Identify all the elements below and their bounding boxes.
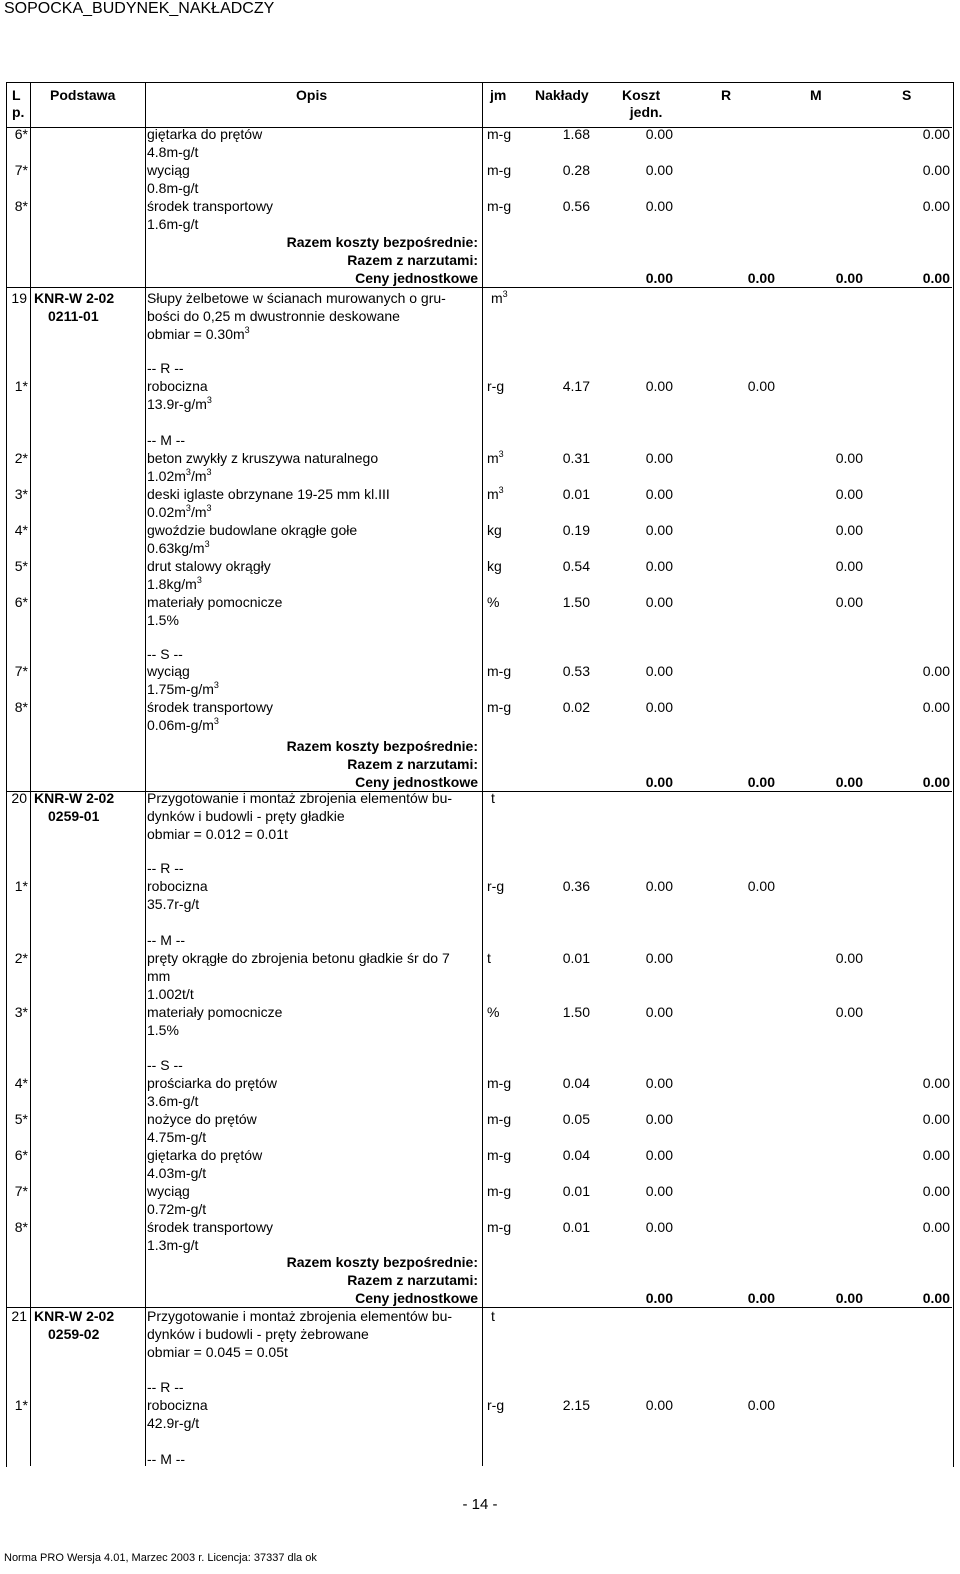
unit-cost: 0.00	[645, 198, 673, 214]
header-s: S	[902, 87, 912, 103]
header-m: M	[810, 87, 822, 103]
razem-koszty-label: Razem koszty bezpośrednie:	[286, 234, 478, 250]
position-description: Przygotowanie i montaż zbrojenia elementów bu-	[147, 1308, 453, 1324]
position-description: dynków i budowli - pręty gładkie	[147, 808, 345, 824]
resource-norm: 42.9r-g/t	[147, 1415, 200, 1431]
cost-value: 0.00	[922, 1111, 950, 1127]
section-m: -- M --	[147, 1451, 186, 1467]
cost-value: 0.00	[835, 450, 863, 466]
unit-cost: 0.00	[645, 522, 673, 538]
header-jm: jm	[490, 87, 507, 103]
row-lp: 4*	[14, 522, 28, 538]
resource-name: wyciąg	[147, 1183, 190, 1199]
quantity: 0.19	[562, 522, 590, 538]
obmiar: obmiar = $0.30m^3$	[147, 325, 250, 342]
resource-name: deski iglaste obrzynane 19-25 mm kl.III	[147, 486, 390, 502]
quantity: 2.15	[562, 1397, 590, 1413]
unit: r-g	[487, 878, 505, 894]
unit-cost: 0.00	[645, 1219, 673, 1235]
unit: m-g	[487, 1075, 512, 1091]
row-lp: 8*	[14, 699, 28, 715]
unit-cost: 0.00	[645, 1111, 673, 1127]
cost-value: 0.00	[835, 594, 863, 610]
row-lp: 4*	[14, 1075, 28, 1091]
resource-norm: 4.03m-g/t	[147, 1165, 207, 1181]
razem-narzut-label: Razem z narzutami:	[347, 756, 478, 772]
header-lp: L p.	[12, 87, 25, 120]
resource-name: środek transportowy	[147, 198, 274, 214]
unit: kg	[487, 522, 502, 538]
row-lp: 7*	[14, 1183, 28, 1199]
ceny-value: 0.00	[835, 774, 863, 790]
resource-norm: 0.8m-g/t	[147, 180, 199, 196]
ceny-value: 0.00	[645, 270, 673, 286]
position-description: Słupy żelbetowe w ścianach murowanych o gru-	[147, 290, 446, 306]
section-s: -- S --	[147, 1057, 183, 1073]
unit-cost: 0.00	[645, 1397, 673, 1413]
unit: %	[487, 594, 500, 610]
column-divider	[482, 82, 483, 1466]
header-koszt: Koszt jedn.	[622, 87, 663, 120]
unit: m-g	[487, 198, 512, 214]
unit: m-g	[487, 1111, 512, 1127]
quantity: 0.04	[562, 1075, 590, 1091]
unit-cost: 0.00	[645, 162, 673, 178]
unit: m-g	[487, 126, 512, 142]
row-lp: 7*	[14, 162, 28, 178]
quantity: 0.36	[562, 878, 590, 894]
license-line: Norma PRO Wersja 4.01, Marzec 2003 r. Licencja: 37337 dla ok	[4, 1552, 317, 1564]
column-divider	[145, 82, 146, 1466]
resource-name: giętarka do prętów	[147, 1147, 263, 1163]
unit: m-g	[487, 1219, 512, 1235]
cost-value: 0.00	[922, 1183, 950, 1199]
row-lp: 8*	[14, 1219, 28, 1235]
row-lp: 3*	[14, 486, 28, 502]
quantity: 1.68	[562, 126, 590, 142]
resource-name: środek transportowy	[147, 1219, 274, 1235]
resource-norm: 1.5%	[147, 612, 179, 628]
resource-norm: $1.8kg/m^3$	[147, 575, 202, 592]
cost-value: 0.00	[835, 486, 863, 502]
unit-cost: 0.00	[645, 486, 673, 502]
unit-cost: 0.00	[645, 594, 673, 610]
resource-norm: 1.002t/t	[147, 986, 194, 1002]
quantity: 0.04	[562, 1147, 590, 1163]
quantity: 0.02	[562, 699, 590, 715]
row-lp: 5*	[14, 1111, 28, 1127]
row-lp: 1*	[14, 878, 28, 894]
header-podstawa: Podstawa	[50, 87, 116, 103]
razem-narzut-label: Razem z narzutami:	[347, 1272, 478, 1288]
ceny-value: 0.00	[922, 270, 950, 286]
resource-norm: 4.8m-g/t	[147, 144, 199, 160]
resource-norm: 1.6m-g/t	[147, 216, 199, 232]
cost-value: 0.00	[747, 378, 775, 394]
row-lp: 1*	[14, 378, 28, 394]
quantity: 0.05	[562, 1111, 590, 1127]
resource-norm: $1.75m-g/m^3$	[147, 680, 219, 697]
ceny-label: Ceny jednostkowe	[355, 270, 478, 286]
cost-value: 0.00	[922, 126, 950, 142]
resource-name: wyciąg	[147, 162, 190, 178]
resource-norm: 3.6m-g/t	[147, 1093, 199, 1109]
ceny-value: 0.00	[747, 270, 775, 286]
unit-cost: 0.00	[645, 450, 673, 466]
row-lp: 6*	[14, 126, 28, 142]
row-lp: 5*	[14, 558, 28, 574]
section-s: -- S --	[147, 646, 183, 662]
quantity: 0.53	[562, 663, 590, 679]
unit: t	[487, 950, 491, 966]
unit-cost: 0.00	[645, 1147, 673, 1163]
header-r: R	[721, 87, 732, 103]
cost-value: 0.00	[922, 1075, 950, 1091]
unit: m-g	[487, 699, 512, 715]
quantity: 0.54	[562, 558, 590, 574]
row-lp: 1*	[14, 1397, 28, 1413]
unit-cost: 0.00	[645, 663, 673, 679]
resource-name: wyciąg	[147, 663, 190, 679]
obmiar: obmiar = 0.045 = 0.05t	[147, 1344, 288, 1360]
ceny-value: 0.00	[835, 270, 863, 286]
quantity: 0.28	[562, 162, 590, 178]
resource-name: materiały pomocnicze	[147, 1004, 283, 1020]
cost-value: 0.00	[835, 522, 863, 538]
resource-name: pręty okrągłe do zbrojenia betonu gładkie śr do 7	[147, 950, 450, 966]
ceny-label: Ceny jednostkowe	[355, 1290, 478, 1306]
row-lp: 2*	[14, 450, 28, 466]
position-number: 21	[11, 1308, 27, 1324]
knr-code: KNR-W 2-02	[34, 790, 115, 806]
razem-narzut-label: Razem z narzutami:	[347, 252, 478, 268]
ceny-value: 0.00	[747, 1290, 775, 1306]
resource-name: robocizna	[147, 1397, 208, 1413]
ceny-label: Ceny jednostkowe	[355, 774, 478, 790]
unit-cost: 0.00	[645, 699, 673, 715]
razem-koszty-label: Razem koszty bezpośrednie:	[286, 738, 478, 754]
unit-cost: 0.00	[645, 1183, 673, 1199]
section-r: -- R --	[147, 860, 184, 876]
cost-value: 0.00	[922, 198, 950, 214]
unit: $m^3$	[487, 449, 504, 466]
position-unit: $m^3$	[491, 289, 508, 306]
quantity: 0.01	[562, 1183, 590, 1199]
document-title: SOPOCKA_BUDYNEK_NAKŁADCZY	[4, 0, 275, 17]
resource-name: środek transportowy	[147, 699, 274, 715]
resource-name: gwoździe budowlane okrągłe gołe	[147, 522, 358, 538]
resource-name: beton zwykły z kruszywa naturalnego	[147, 450, 379, 466]
ceny-value: 0.00	[645, 1290, 673, 1306]
row-lp: 7*	[14, 663, 28, 679]
razem-koszty-label: Razem koszty bezpośrednie:	[286, 1254, 478, 1270]
unit: m-g	[487, 663, 512, 679]
row-lp: 3*	[14, 1004, 28, 1020]
unit-cost: 0.00	[645, 378, 673, 394]
resource-norm: $0.02m^3/m^3$	[147, 503, 212, 520]
unit: $m^3$	[487, 485, 504, 502]
resource-norm: $0.06m-g/m^3$	[147, 716, 219, 733]
quantity: 0.01	[562, 486, 590, 502]
section-r: -- R --	[147, 360, 184, 376]
knr-subcode: 0211-01	[48, 308, 99, 324]
ceny-value: 0.00	[645, 774, 673, 790]
ceny-value: 0.00	[922, 774, 950, 790]
row-lp: 6*	[14, 1147, 28, 1163]
cost-value: 0.00	[747, 1397, 775, 1413]
unit: kg	[487, 558, 502, 574]
unit-cost: 0.00	[645, 878, 673, 894]
unit: m-g	[487, 1147, 512, 1163]
resource-norm: 35.7r-g/t	[147, 896, 200, 912]
resource-norm: $13.9r-g/m^3$	[147, 395, 212, 412]
quantity: 1.50	[562, 1004, 590, 1020]
knr-code: KNR-W 2-02	[34, 290, 115, 306]
cost-value: 0.00	[835, 1004, 863, 1020]
resource-norm: 1.3m-g/t	[147, 1237, 199, 1253]
cost-value: 0.00	[922, 1219, 950, 1235]
resource-name: giętarka do prętów	[147, 126, 263, 142]
unit-cost: 0.00	[645, 1004, 673, 1020]
resource-name: robocizna	[147, 378, 208, 394]
cost-value: 0.00	[747, 878, 775, 894]
obmiar: obmiar = 0.012 = 0.01t	[147, 826, 288, 842]
unit: r-g	[487, 1397, 505, 1413]
resource-norm: 1.5%	[147, 1022, 179, 1038]
column-divider	[30, 82, 31, 1466]
unit: m-g	[487, 162, 512, 178]
resource-norm: 4.75m-g/t	[147, 1129, 207, 1145]
resource-norm: $1.02m^3/m^3$	[147, 467, 212, 484]
quantity: 0.31	[562, 450, 590, 466]
unit: %	[487, 1004, 500, 1020]
cost-value: 0.00	[835, 558, 863, 574]
resource-name: nożyce do prętów	[147, 1111, 257, 1127]
knr-code: KNR-W 2-02	[34, 1308, 115, 1324]
position-number: 19	[11, 290, 27, 306]
quantity: 4.17	[562, 378, 590, 394]
position-description: Przygotowanie i montaż zbrojenia elementów bu-	[147, 790, 453, 806]
position-number: 20	[11, 790, 27, 806]
resource-name: materiały pomocnicze	[147, 594, 283, 610]
quantity: 0.56	[562, 198, 590, 214]
quantity: 1.50	[562, 594, 590, 610]
row-lp: 2*	[14, 950, 28, 966]
cost-value: 0.00	[922, 1147, 950, 1163]
section-m: -- M --	[147, 932, 186, 948]
section-r: -- R --	[147, 1379, 184, 1395]
quantity: 0.01	[562, 950, 590, 966]
resource-name: prościarka do prętów	[147, 1075, 277, 1091]
header-naklady: Nakłady	[535, 87, 589, 103]
unit-cost: 0.00	[645, 950, 673, 966]
page-number: - 14 -	[462, 1496, 498, 1513]
position-description: dynków i budowli - pręty żebrowane	[147, 1326, 369, 1342]
knr-subcode: 0259-02	[48, 1326, 100, 1342]
resource-name: robocizna	[147, 878, 208, 894]
resource-name: drut stalowy okrągły	[147, 558, 271, 574]
row-lp: 8*	[14, 198, 28, 214]
header-opis: Opis	[296, 87, 328, 103]
knr-subcode: 0259-01	[48, 808, 100, 824]
unit: r-g	[487, 378, 505, 394]
row-divider	[6, 287, 952, 288]
position-unit: t	[491, 1308, 495, 1324]
ceny-value: 0.00	[747, 774, 775, 790]
section-m: -- M --	[147, 432, 186, 448]
cost-value: 0.00	[922, 663, 950, 679]
unit-cost: 0.00	[645, 126, 673, 142]
position-unit: t	[491, 790, 495, 806]
ceny-value: 0.00	[922, 1290, 950, 1306]
position-description: bości do 0,25 m dwustronnie deskowane	[147, 308, 400, 324]
unit: m-g	[487, 1183, 512, 1199]
resource-norm: 0.72m-g/t	[147, 1201, 207, 1217]
row-lp: 6*	[14, 594, 28, 610]
cost-value: 0.00	[835, 950, 863, 966]
unit-cost: 0.00	[645, 558, 673, 574]
cost-value: 0.00	[922, 162, 950, 178]
ceny-value: 0.00	[835, 1290, 863, 1306]
unit-cost: 0.00	[645, 1075, 673, 1091]
cost-value: 0.00	[922, 699, 950, 715]
quantity: 0.01	[562, 1219, 590, 1235]
resource-norm: $0.63kg/m^3$	[147, 539, 210, 556]
resource-name-cont: mm	[147, 968, 171, 984]
